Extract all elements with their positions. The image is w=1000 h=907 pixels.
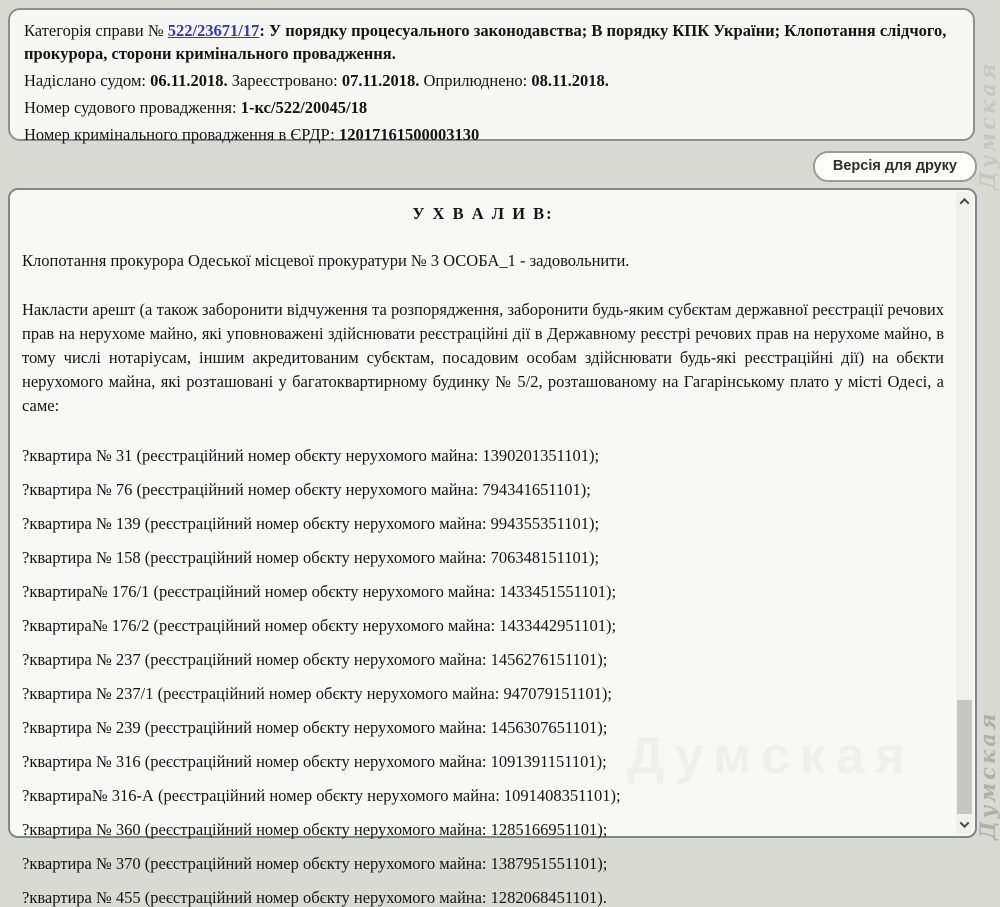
list-item: ?квартира № 360 (реєстраційний номер обєкту нерухомого майна: 1285166951101); <box>22 820 608 839</box>
toolbar <box>8 151 977 183</box>
watermark: Думская <box>627 727 915 785</box>
list-item: ?квартира № 455 (реєстраційний номер обєкту нерухомого майна: 1282068451101). <box>22 888 607 907</box>
registered-date: 07.11.2018. <box>341 71 420 90</box>
court-proceeding-label: Номер судового провадження: <box>24 98 241 117</box>
chevron-up-icon <box>960 198 970 208</box>
list-item: ?квартира № 237/1 (реєстраційний номер обєкту нерухомого майна: 947079151101); <box>22 684 612 703</box>
case-number-link[interactable]: 522/23671/17 <box>167 21 260 40</box>
case-dates-line <box>24 69 951 92</box>
registered-label: Зареєстровано: <box>227 71 342 90</box>
decision-document-panel <box>8 188 977 907</box>
list-item: ?квартира № 316 (реєстраційний номер обєкту нерухомого майна: 1091391151101); <box>22 752 607 771</box>
list-item: ?квартира№ 316-А (реєстраційний номер обєкту нерухомого майна: 1091408351101); <box>22 786 621 805</box>
case-category-label: Категорія справи № <box>24 21 168 40</box>
list-item: ?квартира№ 176/1 (реєстраційний номер обєкту нерухомого майна: 1433451551101); <box>22 582 617 601</box>
scrollbar-track[interactable] <box>956 210 973 816</box>
published-label: Оприлюднено: <box>419 71 532 90</box>
decision-heading: У Х В А Л И В: <box>412 204 554 223</box>
print-version-button[interactable]: Версія для друку <box>813 151 977 182</box>
scroll-down-button[interactable] <box>956 816 973 833</box>
sent-label: Надіслано судом: <box>24 71 151 90</box>
decision-paragraph-request: Клопотання прокурора Одеської місцевої прокуратури № 3 ОСОБА_1 - задовольнити. <box>22 251 630 270</box>
case-category-value: У порядку процесуального законодавства; В порядку КПК України; Клопотання слідчого, прокурора, сторони кримінального провадження. <box>24 21 947 63</box>
list-item: ?квартира № 237 (реєстраційний номер обєкту нерухомого майна: 1456276151101); <box>22 650 608 669</box>
case-category-line <box>24 19 951 65</box>
court-proceeding-line <box>24 96 951 119</box>
list-item: ?квартира№ 176/2 (реєстраційний номер обєкту нерухомого майна: 1433442951101); <box>22 616 617 635</box>
criminal-proceeding-label: Номер кримінального провадження в ЄРДР: <box>24 125 339 144</box>
case-category-colon: : <box>259 21 270 40</box>
criminal-proceeding-line <box>24 123 951 146</box>
criminal-proceeding-number: 12017161500003130 <box>338 125 480 144</box>
decision-paragraph-arrest: Накласти арешт (а також заборонити відчуження та розпорядження, заборонити будь-яким субєктам державної реєстрації речових прав на нерухоме майно, які уповноважені здійснювати реєстраційні дії в Державному реєстрі речових прав на нерухоме майно, в тому числі нотаріусам, іншим акредитованим субєктам, посадовим особам здійснювати будь-які реєстраційні дії) на обєкти нерухомого майна, які розташовані у багатоквартирному будинку № 5/2, розташованому на Гагарінському плато у місті Одесі, а саме: <box>22 300 944 415</box>
list-item: ?квартира № 370 (реєстраційний номер обєкту нерухомого майна: 1387951551101); <box>22 854 608 873</box>
watermark: Думская <box>975 710 1000 840</box>
watermark: Думская <box>975 60 1000 190</box>
list-item: ?квартира № 31 (реєстраційний номер обєкту нерухомого майна: 1390201351101); <box>22 446 600 465</box>
published-date: 08.11.2018. <box>531 71 609 90</box>
vertical-scrollbar[interactable] <box>956 192 973 834</box>
decision-text <box>10 190 954 907</box>
scroll-up-button[interactable] <box>956 193 973 210</box>
list-item: ?квартира № 76 (реєстраційний номер обєкту нерухомого майна: 794341651101); <box>22 480 591 499</box>
list-item: ?квартира № 139 (реєстраційний номер обєкту нерухомого майна: 994355351101); <box>22 514 600 533</box>
apartment-list <box>22 447 944 907</box>
chevron-down-icon <box>960 818 970 828</box>
list-item: ?квартира № 239 (реєстраційний номер обєкту нерухомого майна: 1456307651101); <box>22 718 608 737</box>
case-header-card <box>8 8 975 144</box>
sent-date: 06.11.2018. <box>150 71 228 90</box>
list-item: ?квартира № 158 (реєстраційний номер обєкту нерухомого майна: 706348151101); <box>22 548 600 567</box>
court-proceeding-number: 1-кс/522/20045/18 <box>240 98 368 117</box>
scrollbar-thumb[interactable] <box>957 700 972 814</box>
